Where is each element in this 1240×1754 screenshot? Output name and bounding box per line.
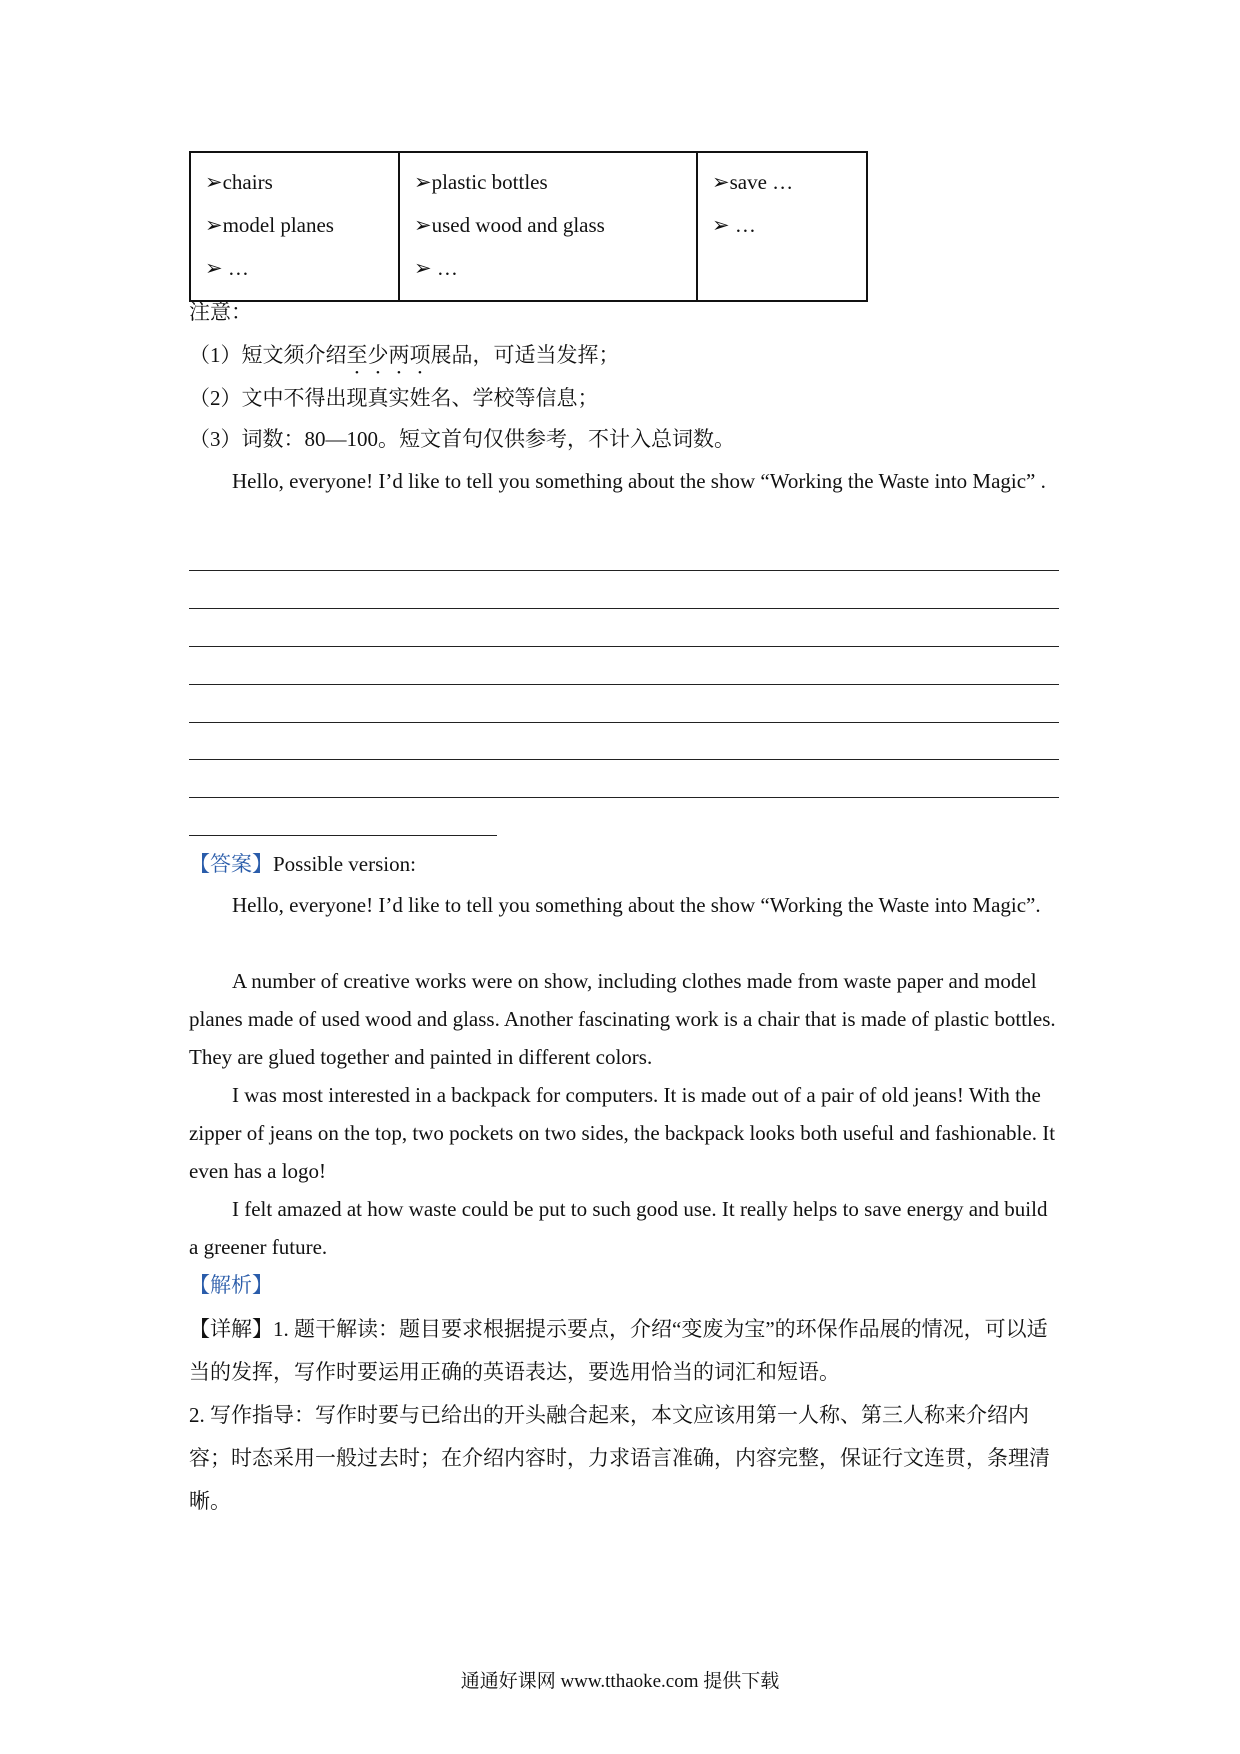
hint-item: ➢ …: [205, 256, 249, 280]
answer-paragraph-2: A number of creative works were on show, including clothes made from waste paper and model planes made of used wood and glass. Another fascinating work is a chair that is made of plastic bottles. They are glued together and painted in different colors.: [189, 969, 1056, 1069]
analysis-detail-2: 2. 写作指导：写作时要与已给出的开头融合起来，本文应该用第一人称、第三人称来介绍内容；时态采用一般过去时；在介绍内容时，力求语言准确，内容完整，保证行文连贯，条理清晰。: [189, 1403, 1050, 1513]
writing-line-short: [189, 835, 497, 836]
opening-sentence: Hello, everyone! I’d like to tell you something about the show “Working the Waste into Magic” .: [232, 469, 1046, 493]
answer-paragraph-4: I felt amazed at how waste could be put to such good use. It really helps to save energy and build a greener future.: [189, 1197, 1048, 1259]
hint-item: ➢used wood and glass: [414, 213, 605, 237]
hint-column-1: [190, 152, 399, 301]
hint-table: [189, 151, 868, 302]
note-text: （1）短文须介绍: [189, 343, 347, 367]
hint-item: ➢ …: [712, 213, 756, 237]
note-item-1: [189, 336, 1059, 379]
writing-line: [189, 646, 1059, 647]
answer-paragraph-3: I was most interested in a backpack for computers. It is made out of a pair of old jeans! With the zipper of jeans on the top, two pockets on two sides, the backpack looks both useful and fashionable. It even has a logo!: [189, 1083, 1056, 1183]
notes-title: 注意：: [189, 300, 252, 324]
emphasis-text: 至少两项: [346, 343, 431, 367]
writing-line: [189, 608, 1059, 609]
answer-heading: [189, 845, 1059, 883]
analysis-detail-1: [189, 1308, 1059, 1394]
analysis-label: 【解析】: [189, 1273, 273, 1297]
writing-line: [189, 570, 1059, 571]
writing-line: [189, 684, 1059, 685]
hint-item: ➢model planes: [205, 213, 334, 237]
hint-column-2: [399, 152, 697, 301]
detail-label: 【详解】: [189, 1317, 273, 1341]
hint-column-3: [697, 152, 867, 301]
hint-item: ➢ …: [414, 256, 458, 280]
note-text: 展品，可适当发挥；: [430, 343, 620, 367]
note-item-2: （2）文中不得出现真实姓名、学校等信息；: [189, 386, 599, 410]
page-footer: 通通好课网 www.tthaoke.com 提供下载: [460, 1671, 780, 1692]
hint-item: ➢save …: [712, 170, 794, 194]
writing-line: [189, 722, 1059, 723]
writing-line: [189, 759, 1059, 760]
answer-label: 【答案】: [189, 852, 273, 876]
hint-item: ➢chairs: [205, 170, 273, 194]
answer-paragraph-1: Hello, everyone! I’d like to tell you something about the show “Working the Waste into Magic”.: [232, 893, 1041, 917]
detail-text: 1. 题干解读：题目要求根据提示要点，介绍“变废为宝”的环保作品展的情况，可以适当的发挥，写作时要运用正确的英语表达，要选用恰当的词汇和短语。: [189, 1317, 1048, 1384]
hint-item: ➢plastic bottles: [414, 170, 548, 194]
note-item-3: （3）词数：80—100。短文首句仅供参考，不计入总词数。: [189, 427, 735, 451]
answer-intro: Possible version:: [273, 852, 416, 876]
writing-line: [189, 797, 1059, 798]
